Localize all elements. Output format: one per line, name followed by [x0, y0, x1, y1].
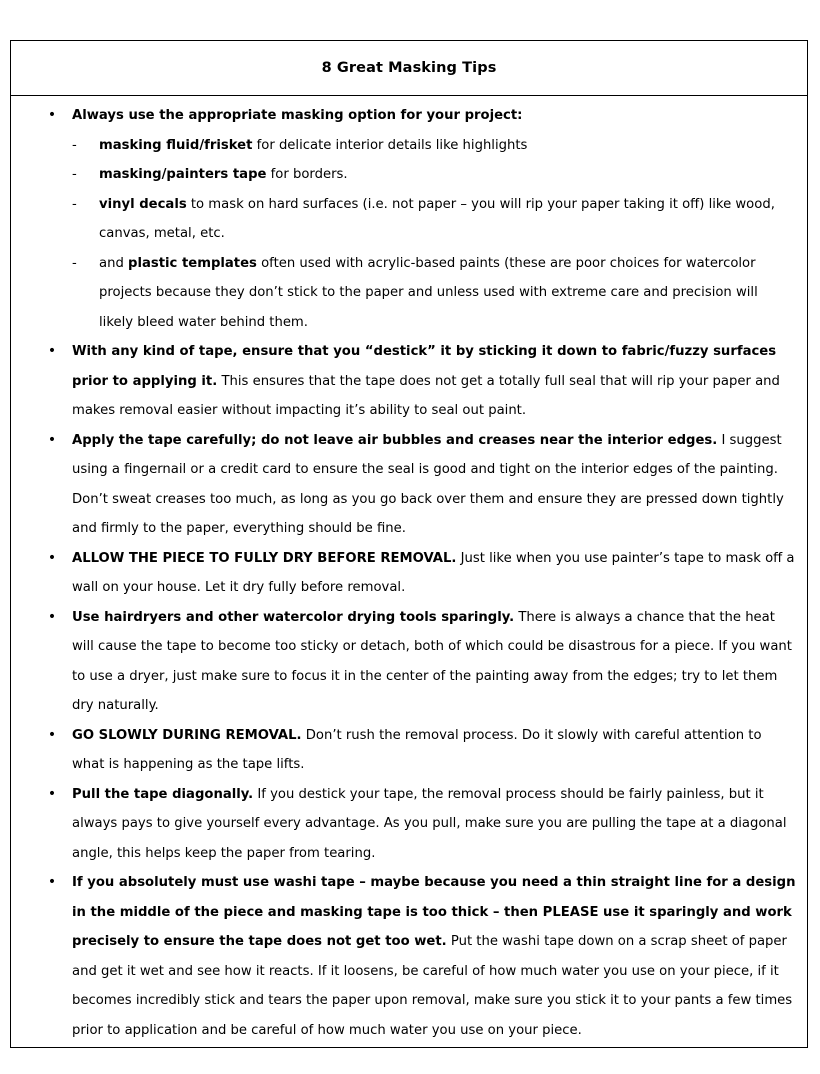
tip-heading: With any kind of tape, ensure that you “destick” it by sticking it down to fabric/fuzzy surfaces prior to applying it.: [72, 344, 777, 389]
tip-item: [11, 780, 807, 869]
bullet-icon: •: [47, 874, 57, 890]
tip-heading: Always use the appropriate masking option for your project:: [72, 108, 523, 123]
document-frame: [10, 40, 808, 1048]
tip-body: Put the washi tape down on a scrap sheet of paper and get it wet and see how it reacts. If it loosens, be careful of how much water you use on your piece, if it becomes incredibly stick and tears the paper upon removal, make sure you stick it to your pants a few times prior to application and be careful of how much water you use on your piece.: [72, 934, 793, 1038]
dash-icon: -: [72, 137, 77, 153]
sub-list: [72, 131, 797, 338]
bullet-icon: •: [47, 107, 57, 123]
tip-item: [11, 101, 807, 337]
bullet-icon: •: [47, 343, 57, 359]
dash-icon: -: [72, 167, 77, 182]
tip-body: I suggest using a fingernail or a credit card to ensure the seal is good and tight on the interior edges of the painting. Don’t sweat creases too much, as long as you go back over them and ensure they are pressed down tightly and firmly to the paper, everything should be fine.: [72, 432, 784, 536]
sub-item-text: for borders.: [266, 167, 348, 182]
tip-item: [11, 544, 807, 603]
tip-heading: Pull the tape diagonally.: [72, 786, 254, 802]
sub-item-term: vinyl decals: [99, 196, 187, 212]
tip-heading: If you absolutely must use washi tape – maybe because you need a thin straight line for a design in the middle of the piece and masking tape is too thick – then PLEASE use it sparingly and work precisely to ensure the tape does not get too wet.: [72, 875, 796, 949]
sub-item-term: masking/painters tape: [99, 167, 267, 182]
page-title: 8 Great Masking Tips: [321, 60, 497, 76]
title-row: [11, 41, 807, 96]
sub-list-item: [72, 190, 797, 249]
tips-list: [11, 101, 807, 1045]
sub-list-item: [72, 249, 797, 338]
bullet-icon: •: [47, 549, 57, 566]
tip-body: If you destick your tape, the removal process should be fairly painless, but it always pays to give yourself every advantage. As you pull, make sure you are pulling the tape at a diagonal angle, this helps keep the paper from tearing.: [72, 786, 787, 861]
bullet-icon: •: [47, 431, 57, 448]
sub-item-text: to mask on hard surfaces (i.e. not paper – you will rip your paper taking it off) like wood, canvas, metal, etc.: [99, 196, 775, 241]
tip-body: Don’t rush the removal process. Do it slowly with careful attention to what is happening as the tape lifts.: [72, 727, 762, 772]
sub-item-term: plastic templates: [128, 255, 257, 271]
sub-item-term: masking fluid/frisket: [99, 137, 253, 153]
sub-item-text: often used with acrylic-based paints (these are poor choices for watercolor projects because they don’t stick to the paper and unless used with extreme care and precision will likely bleed water behind them.: [99, 255, 758, 330]
sub-item-prefix: and: [99, 255, 129, 271]
tip-heading: ALLOW THE PIECE TO FULLY DRY BEFORE REMOVAL.: [72, 550, 457, 566]
sub-item-text: for delicate interior details like highlights: [252, 137, 528, 153]
bullet-icon: •: [47, 726, 57, 743]
bullet-icon: •: [47, 608, 57, 625]
sub-list-item: [72, 131, 797, 161]
tip-heading: Apply the tape carefully; do not leave air bubbles and creases near the interior edges.: [72, 432, 718, 448]
tip-heading: GO SLOWLY DURING REMOVAL.: [72, 727, 302, 743]
tip-body: This ensures that the tape does not get a totally full seal that will rip your paper and makes removal easier without impacting it’s ability to seal out paint.: [72, 373, 780, 418]
tip-body: Just like when you use painter’s tape to mask off a wall on your house. Let it dry fully before removal.: [72, 550, 795, 595]
bullet-icon: •: [47, 785, 57, 802]
dash-icon: -: [72, 255, 77, 271]
tip-item: [11, 721, 807, 780]
sub-list-item: [72, 160, 797, 190]
tip-heading: Use hairdryers and other watercolor drying tools sparingly.: [72, 609, 515, 625]
tip-item: [11, 426, 807, 544]
tip-item: [11, 337, 807, 426]
tip-item: [11, 603, 807, 721]
dash-icon: -: [72, 196, 77, 212]
tip-body: There is always a chance that the heat will cause the tape to become too sticky or detach, both of which could be disastrous for a piece. If you want to use a dryer, just make sure to focus it in the center of the painting away from the edges; try to let them dry naturally.: [72, 609, 792, 713]
tip-item: [11, 868, 807, 1045]
